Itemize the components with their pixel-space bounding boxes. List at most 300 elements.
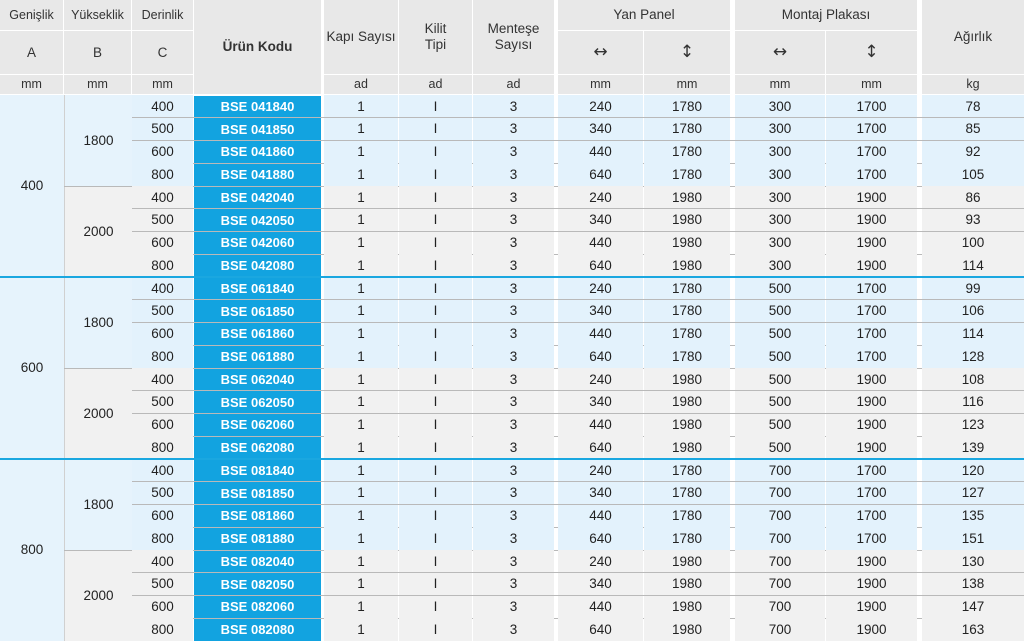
cell-kapi <box>324 232 398 255</box>
group-separator <box>0 276 1024 278</box>
header-unit-yan-w <box>558 75 643 94</box>
height-group-divider <box>64 186 132 187</box>
cell-yan-h-text: 1780 <box>671 121 703 137</box>
cell-mon-w <box>735 163 825 186</box>
header-letter-yukseklik <box>64 31 131 74</box>
cell-agirlik <box>922 618 1024 641</box>
cell-mon-h-text: 1700 <box>856 280 887 296</box>
cell-kapi <box>324 141 398 164</box>
cell-kilit <box>399 254 472 277</box>
height-cell-text: 2000 <box>83 223 114 239</box>
header-unit-kapi <box>324 75 398 94</box>
product-code-cell-text: BSE 041840 <box>220 98 295 114</box>
cell-yan-h <box>644 141 730 164</box>
height-cell <box>64 277 132 368</box>
cell-kapi-text: 1 <box>357 508 365 524</box>
cell-derinlik <box>132 482 193 505</box>
cell-kapi-text: 1 <box>357 417 365 433</box>
cell-yan-w-text: 240 <box>589 553 612 569</box>
cell-yan-w <box>558 209 643 232</box>
header-unit-yan-h <box>644 75 730 94</box>
cell-kilit-text: I <box>433 530 438 546</box>
cell-yan-h-text: 1980 <box>671 599 703 615</box>
product-code-cell-text: BSE 061880 <box>220 349 295 365</box>
cell-mon-h <box>826 482 917 505</box>
cell-mon-h-text: 1900 <box>856 439 887 455</box>
cell-kilit-text: I <box>433 326 438 342</box>
cell-mentese <box>473 95 554 118</box>
header-genislik <box>0 0 63 30</box>
product-code-cell <box>194 209 321 231</box>
cell-kilit-text: I <box>433 576 438 592</box>
product-code-cell <box>194 460 321 482</box>
product-code-cell <box>194 346 321 368</box>
cell-kapi-text: 1 <box>357 371 365 387</box>
cell-yan-h-text: 1980 <box>671 394 703 410</box>
cell-yan-h-text: 1980 <box>671 371 703 387</box>
header-genislik-text: Genişlik <box>9 7 54 22</box>
cell-yan-w <box>558 163 643 186</box>
cell-derinlik-text: 600 <box>151 508 174 524</box>
cell-agirlik-text: 99 <box>965 280 981 296</box>
cell-mon-w <box>735 596 825 619</box>
cell-kilit-text: I <box>433 144 438 160</box>
cell-mentese <box>473 618 554 641</box>
header-letter-genislik-text: A <box>26 44 36 60</box>
cell-kapi-text: 1 <box>357 144 365 160</box>
header-montaj-plakasi <box>735 0 917 30</box>
cell-mon-h <box>826 118 917 141</box>
cell-mon-w <box>735 141 825 164</box>
cell-yan-h <box>644 618 730 641</box>
cell-mon-w <box>735 254 825 277</box>
cell-mon-h <box>826 141 917 164</box>
cell-derinlik <box>132 254 193 277</box>
cell-yan-w <box>558 391 643 414</box>
cell-agirlik <box>922 527 1024 550</box>
cell-derinlik-text: 500 <box>151 303 174 319</box>
header-mentese-text: Menteşe Sayısı <box>487 21 540 52</box>
cell-yan-w <box>558 527 643 550</box>
cell-mon-h-text: 1700 <box>856 166 887 182</box>
cell-mentese-text: 3 <box>509 303 518 319</box>
cell-mon-w <box>735 459 825 482</box>
header-unit-genislik-text: mm <box>21 77 42 92</box>
product-code-cell <box>194 300 321 322</box>
cell-mon-w <box>735 300 825 323</box>
cell-kilit <box>399 550 472 573</box>
cell-mon-h <box>826 436 917 459</box>
cell-kapi <box>324 436 398 459</box>
vertical-arrow-icon-text: ↕ <box>864 41 879 62</box>
cell-yan-h <box>644 163 730 186</box>
cell-mentese <box>473 482 554 505</box>
header-yukseklik-text: Yükseklik <box>71 7 124 22</box>
cell-yan-w-text: 640 <box>589 348 612 364</box>
cell-yan-w <box>558 459 643 482</box>
header-mentese <box>473 0 554 74</box>
cell-mentese <box>473 141 554 164</box>
product-code-cell <box>194 391 321 413</box>
cell-mentese-text: 3 <box>509 166 518 182</box>
product-code-cell-text: BSE 041880 <box>220 167 295 183</box>
cell-kilit <box>399 300 472 323</box>
cell-yan-w-text: 440 <box>589 417 612 433</box>
cell-mentese-text: 3 <box>509 280 518 296</box>
cell-kapi-text: 1 <box>357 257 365 273</box>
cell-kapi <box>324 368 398 391</box>
cell-yan-w <box>558 618 643 641</box>
product-code-cell <box>194 96 321 118</box>
cell-mon-h <box>826 95 917 118</box>
cell-kilit <box>399 232 472 255</box>
cell-yan-h-text: 1780 <box>671 166 703 182</box>
height-cell-text: 1800 <box>83 496 114 512</box>
horizontal-arrow-icon <box>735 31 825 74</box>
cell-derinlik-text: 400 <box>151 462 174 478</box>
cell-mon-h-text: 1700 <box>856 462 887 478</box>
cell-mentese-text: 3 <box>509 348 518 364</box>
cell-derinlik-text: 500 <box>151 394 174 410</box>
cell-yan-h-text: 1780 <box>671 280 703 296</box>
cell-mon-h-text: 1700 <box>856 508 887 524</box>
cell-yan-w-text: 240 <box>589 462 612 478</box>
cell-mentese <box>473 163 554 186</box>
cell-kapi-text: 1 <box>357 121 365 137</box>
cell-agirlik-text: 92 <box>965 144 981 160</box>
cell-yan-w <box>558 95 643 118</box>
cell-agirlik-text: 100 <box>961 235 985 251</box>
cell-mon-h-text: 1700 <box>856 144 887 160</box>
cell-agirlik-text: 105 <box>961 166 985 182</box>
cell-mentese <box>473 436 554 459</box>
cell-kilit <box>399 573 472 596</box>
header-unit-kilit <box>399 75 472 94</box>
cell-agirlik <box>922 232 1024 255</box>
cell-kilit-text: I <box>433 212 438 228</box>
height-cell <box>64 368 132 459</box>
cell-kilit <box>399 459 472 482</box>
cell-derinlik <box>132 186 193 209</box>
product-code-cell-text: BSE 061840 <box>220 280 295 296</box>
cell-kapi-text: 1 <box>357 235 365 251</box>
cell-kilit-text: I <box>433 121 438 137</box>
header-unit-yan-w-text: mm <box>590 77 611 92</box>
header-urun-kodu <box>194 0 321 94</box>
horizontal-arrow-icon-text: ↔ <box>772 41 788 62</box>
cell-mon-w <box>735 95 825 118</box>
cell-agirlik-text: 108 <box>961 371 985 387</box>
cell-mon-w <box>735 482 825 505</box>
cell-yan-w-text: 440 <box>589 599 612 615</box>
cell-mentese-text: 3 <box>509 235 518 251</box>
header-unit-yukseklik-text: mm <box>87 77 108 92</box>
width-cell-text: 600 <box>20 360 44 376</box>
cell-derinlik-text: 500 <box>151 212 174 228</box>
cell-yan-w-text: 340 <box>589 303 612 319</box>
cell-derinlik <box>132 459 193 482</box>
header-derinlik <box>132 0 193 30</box>
cell-derinlik <box>132 436 193 459</box>
cell-derinlik-text: 800 <box>151 166 174 182</box>
cell-yan-h-text: 1980 <box>671 417 703 433</box>
cell-mentese-text: 3 <box>509 439 518 455</box>
cell-yan-h <box>644 414 730 437</box>
cell-mon-w <box>735 368 825 391</box>
cell-yan-w-text: 340 <box>589 121 612 137</box>
cell-yan-w-text: 640 <box>589 166 612 182</box>
cell-mon-h <box>826 391 917 414</box>
cell-kapi-text: 1 <box>357 166 365 182</box>
cell-mon-h-text: 1900 <box>856 599 887 615</box>
cell-kapi <box>324 209 398 232</box>
cell-derinlik <box>132 118 193 141</box>
product-code-cell-text: BSE 062060 <box>220 417 295 433</box>
horizontal-arrow-icon-text: ↔ <box>593 41 608 62</box>
cell-kilit-text: I <box>433 508 438 524</box>
cell-kapi <box>324 414 398 437</box>
cell-yan-w-text: 440 <box>589 508 612 524</box>
cell-yan-h-text: 1780 <box>671 144 703 160</box>
cell-mentese <box>473 323 554 346</box>
cell-yan-w <box>558 573 643 596</box>
cell-yan-h-text: 1980 <box>671 621 703 637</box>
cell-mon-w-text: 300 <box>768 212 792 228</box>
product-code-cell-text: BSE 082060 <box>220 599 295 615</box>
cell-mon-w-text: 700 <box>768 576 792 592</box>
cell-kilit-text: I <box>433 98 438 114</box>
cell-kilit <box>399 368 472 391</box>
cell-yan-w-text: 440 <box>589 144 612 160</box>
cell-yan-w <box>558 277 643 300</box>
product-code-cell <box>194 323 321 345</box>
product-code-cell-text: BSE 062050 <box>220 394 295 410</box>
width-cell <box>0 277 64 459</box>
cell-derinlik-text: 400 <box>151 189 174 205</box>
product-code-cell <box>194 573 321 595</box>
cell-agirlik-text: 147 <box>961 599 985 615</box>
product-code-cell-text: BSE 081840 <box>220 462 295 478</box>
cell-yan-h <box>644 527 730 550</box>
cell-mon-w-text: 300 <box>768 189 792 205</box>
cell-mon-h-text: 1700 <box>856 326 887 342</box>
cell-derinlik-text: 600 <box>151 599 174 615</box>
cell-agirlik-text: 130 <box>961 553 985 569</box>
cell-mon-h-text: 1900 <box>856 371 887 387</box>
cell-kapi-text: 1 <box>357 599 365 615</box>
cell-kapi <box>324 163 398 186</box>
product-code-cell-text: BSE 061850 <box>220 303 295 319</box>
header-kapi <box>324 0 398 74</box>
cell-kapi <box>324 186 398 209</box>
cell-kilit <box>399 277 472 300</box>
cell-yan-w-text: 640 <box>589 530 612 546</box>
cell-mon-w <box>735 527 825 550</box>
cell-mon-w <box>735 414 825 437</box>
cell-mon-w <box>735 209 825 232</box>
cell-yan-w <box>558 118 643 141</box>
cell-derinlik-text: 800 <box>151 530 174 546</box>
header-letter-yukseklik-text: B <box>92 44 102 60</box>
cell-kapi <box>324 345 398 368</box>
header-unit-mentese-text: ad <box>506 77 521 92</box>
cell-derinlik-text: 800 <box>151 257 174 273</box>
cell-derinlik-text: 600 <box>151 326 174 342</box>
cell-yan-h <box>644 459 730 482</box>
cell-mon-h <box>826 323 917 346</box>
cell-mentese-text: 3 <box>509 462 518 478</box>
cell-agirlik <box>922 482 1024 505</box>
cell-mon-w <box>735 118 825 141</box>
cell-yan-w <box>558 550 643 573</box>
product-code-cell-text: BSE 081860 <box>220 508 295 524</box>
cell-derinlik-text: 800 <box>151 439 174 455</box>
cell-derinlik <box>132 596 193 619</box>
cell-mon-w <box>735 323 825 346</box>
product-code-cell-text: BSE 042080 <box>220 258 295 274</box>
cell-agirlik <box>922 505 1024 528</box>
cell-derinlik <box>132 414 193 437</box>
cell-derinlik <box>132 163 193 186</box>
cell-mon-w-text: 500 <box>768 394 792 410</box>
cell-derinlik <box>132 141 193 164</box>
cell-mon-h <box>826 368 917 391</box>
cell-mon-h <box>826 300 917 323</box>
cell-yan-w <box>558 300 643 323</box>
cell-yan-h <box>644 345 730 368</box>
cell-yan-w-text: 240 <box>589 280 612 296</box>
height-cell-text: 2000 <box>83 405 114 421</box>
cell-kapi <box>324 550 398 573</box>
product-code-cell-text: BSE 061860 <box>220 326 295 342</box>
cell-mon-h-text: 1700 <box>856 348 887 364</box>
cell-agirlik <box>922 186 1024 209</box>
cell-kilit <box>399 141 472 164</box>
header-unit-mentese <box>473 75 554 94</box>
header-yan-panel <box>558 0 730 30</box>
cell-agirlik-text: 139 <box>961 439 985 455</box>
cell-kapi <box>324 459 398 482</box>
product-code-cell-text: BSE 041860 <box>220 144 295 160</box>
cell-kilit <box>399 596 472 619</box>
cell-kilit <box>399 323 472 346</box>
cell-yan-w-text: 440 <box>589 326 612 342</box>
product-code-cell <box>194 118 321 140</box>
cell-mon-h <box>826 163 917 186</box>
cell-mon-h-text: 1900 <box>856 212 887 228</box>
product-code-cell <box>194 437 321 459</box>
cell-mentese <box>473 345 554 368</box>
cell-derinlik <box>132 391 193 414</box>
cell-mentese-text: 3 <box>509 576 518 592</box>
header-kilit-text: Kilit Tipi <box>424 21 447 52</box>
product-code-cell-text: BSE 082080 <box>220 622 295 638</box>
header-unit-derinlik-text: mm <box>152 77 173 92</box>
cell-kapi-text: 1 <box>357 485 365 501</box>
cell-mentese <box>473 368 554 391</box>
header-montaj-plakasi-text: Montaj Plakası <box>781 7 871 23</box>
cell-mentese-text: 3 <box>509 553 518 569</box>
header-unit-derinlik <box>132 75 193 94</box>
cell-mentese-text: 3 <box>509 621 518 637</box>
vertical-arrow-icon <box>826 31 917 74</box>
cell-agirlik-text: 123 <box>961 417 985 433</box>
cell-yan-h <box>644 505 730 528</box>
height-cell <box>64 95 132 186</box>
cell-kilit-text: I <box>433 417 438 433</box>
cell-yan-w-text: 340 <box>589 576 612 592</box>
vertical-arrow-icon <box>644 31 730 74</box>
cell-kilit-text: I <box>433 439 438 455</box>
height-cell-text: 1800 <box>83 132 114 148</box>
cell-mon-w-text: 700 <box>768 530 792 546</box>
cell-yan-h <box>644 573 730 596</box>
cell-mon-w-text: 700 <box>768 462 792 478</box>
cell-mon-w-text: 300 <box>768 166 792 182</box>
cell-kapi <box>324 596 398 619</box>
cell-mentese-text: 3 <box>509 599 518 615</box>
cell-mentese-text: 3 <box>509 530 518 546</box>
cell-mon-h <box>826 459 917 482</box>
header-unit-yan-h-text: mm <box>676 77 698 92</box>
cell-agirlik <box>922 118 1024 141</box>
cell-kapi <box>324 505 398 528</box>
cell-mon-h-text: 1900 <box>856 394 887 410</box>
cell-mentese <box>473 527 554 550</box>
header-urun-kodu-text: Ürün Kodu <box>222 39 293 55</box>
cell-kapi-text: 1 <box>357 553 365 569</box>
cell-mon-w <box>735 232 825 255</box>
cell-yan-w-text: 240 <box>589 189 612 205</box>
cell-mon-w-text: 700 <box>768 553 792 569</box>
cell-mon-h-text: 1700 <box>856 530 887 546</box>
cell-kapi-text: 1 <box>357 394 365 410</box>
cell-kilit-text: I <box>433 621 438 637</box>
cell-agirlik <box>922 436 1024 459</box>
cell-derinlik-text: 400 <box>151 553 174 569</box>
cell-kapi-text: 1 <box>357 98 365 114</box>
cell-mon-h <box>826 596 917 619</box>
product-code-cell-text: BSE 041850 <box>220 121 295 137</box>
cell-yan-w <box>558 232 643 255</box>
cell-mon-h-text: 1900 <box>856 553 887 569</box>
cell-agirlik <box>922 323 1024 346</box>
cell-yan-w-text: 340 <box>589 485 612 501</box>
cell-yan-w <box>558 482 643 505</box>
cell-agirlik-text: 114 <box>962 257 984 273</box>
cell-yan-h <box>644 300 730 323</box>
cell-agirlik-text: 116 <box>962 394 984 410</box>
cell-yan-w <box>558 414 643 437</box>
cell-kilit-text: I <box>433 599 438 615</box>
cell-kapi <box>324 95 398 118</box>
cell-mon-h-text: 1900 <box>856 576 887 592</box>
width-cell-text: 400 <box>20 178 44 194</box>
cell-kilit-text: I <box>433 257 438 273</box>
product-code-cell <box>194 619 321 641</box>
cell-kilit-text: I <box>433 189 438 205</box>
cell-agirlik-text: 135 <box>961 508 985 524</box>
cell-agirlik <box>922 573 1024 596</box>
cell-mon-w-text: 700 <box>768 485 792 501</box>
width-cell <box>0 95 64 277</box>
cell-kapi-text: 1 <box>357 303 365 319</box>
cell-agirlik <box>922 95 1024 118</box>
header-unit-genislik <box>0 75 63 94</box>
cell-mon-h-text: 1900 <box>856 189 887 205</box>
cell-agirlik <box>922 209 1024 232</box>
cell-yan-h <box>644 209 730 232</box>
